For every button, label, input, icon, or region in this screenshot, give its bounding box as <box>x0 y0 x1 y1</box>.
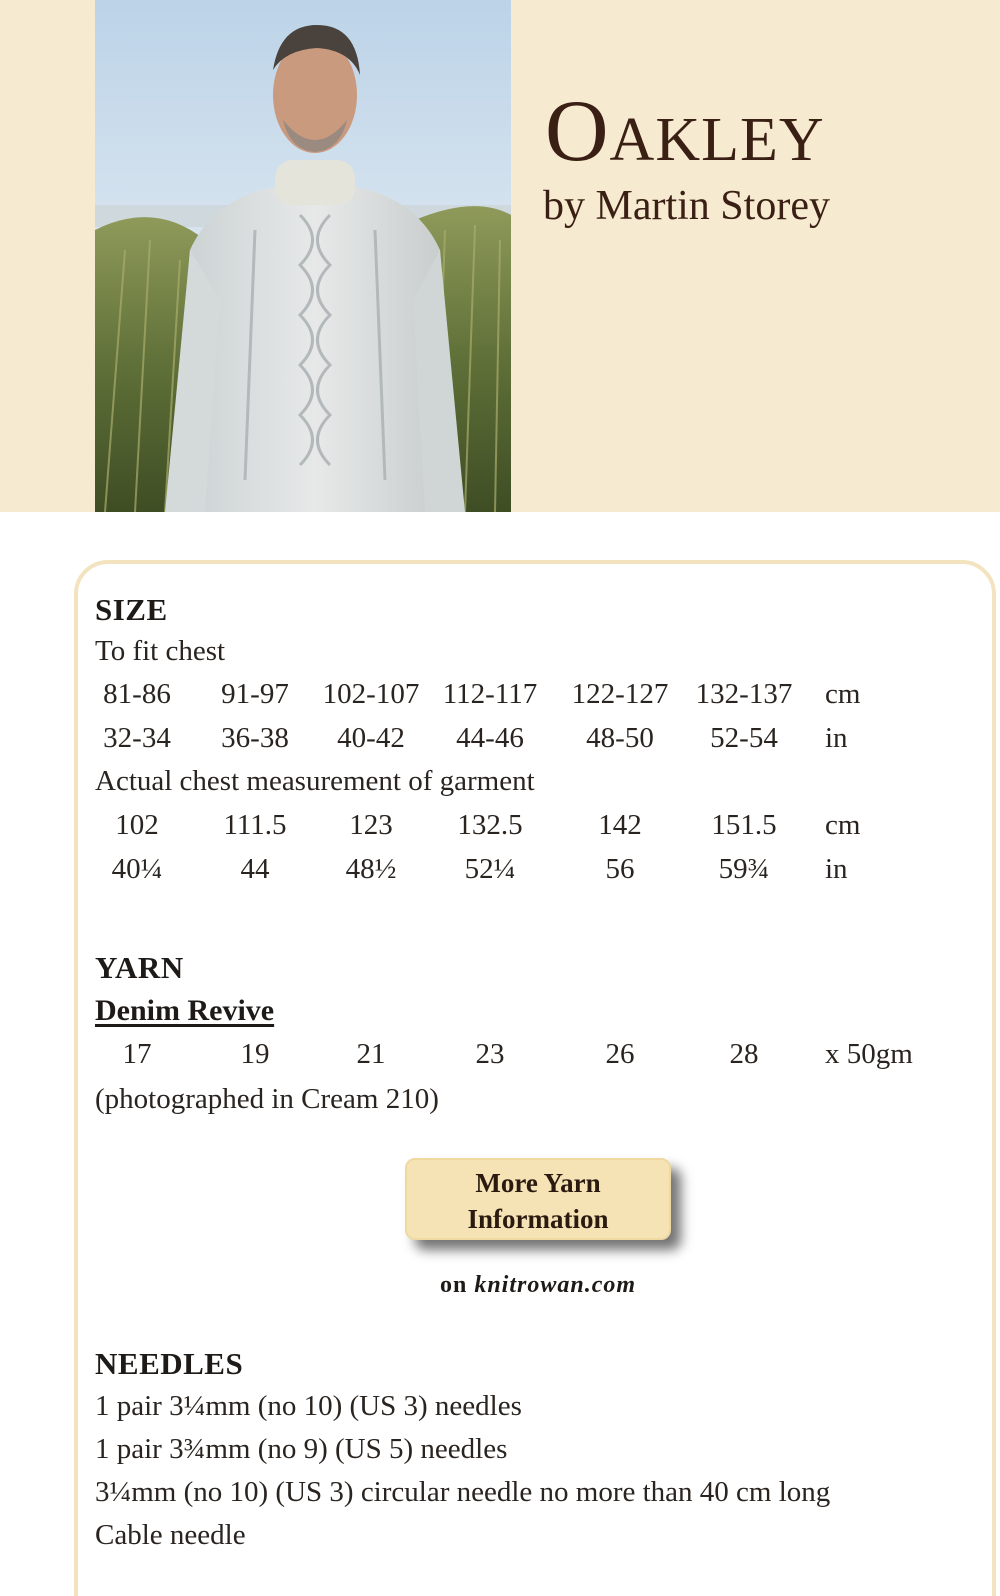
unit-label: cm <box>825 678 861 710</box>
size-cell: 48½ <box>345 853 397 885</box>
unit-label: cm <box>825 809 861 841</box>
size-cell: 142 <box>598 809 642 841</box>
size-cell: 132.5 <box>457 809 523 841</box>
size-cell: 36-38 <box>221 722 289 754</box>
yarn-heading: YARN <box>95 950 184 985</box>
size-cell: 59¾ <box>718 853 770 885</box>
unit-label: in <box>825 722 848 754</box>
website-link[interactable]: knitrowan.com <box>474 1272 637 1298</box>
size-cell: 91-97 <box>221 678 289 710</box>
size-cell: 48-50 <box>586 722 654 754</box>
yarn-quantity-cell: 21 <box>356 1038 386 1070</box>
needle-item: 1 pair 3¼mm (no 10) (US 3) needles <box>95 1390 522 1422</box>
pattern-title: Oakley <box>545 83 825 180</box>
yarn-colour-note: (photographed in Cream 210) <box>95 1083 439 1115</box>
yarn-name: Denim Revive <box>95 994 275 1027</box>
size-cell: 102-107 <box>322 678 420 710</box>
more-yarn-info-button[interactable] <box>405 1158 671 1240</box>
needle-item: 3¼mm (no 10) (US 3) circular needle no more than 40 cm long <box>95 1476 831 1508</box>
website-note <box>0 1272 1000 1299</box>
size-cell: 112-117 <box>442 678 538 710</box>
size-cell: 102 <box>115 809 159 841</box>
size-cell: 132-137 <box>695 678 793 710</box>
unit-label: x 50gm <box>825 1038 913 1070</box>
yarn-quantity-cell: 26 <box>605 1038 635 1070</box>
size-cell: 81-86 <box>103 678 171 710</box>
unit-label: in <box>825 853 848 885</box>
size-cell: 44 <box>240 853 270 885</box>
size-cell: 123 <box>349 809 393 841</box>
size-cell: 40-42 <box>337 722 405 754</box>
button-label-line2: Information <box>467 1204 609 1234</box>
actual-chest-label: Actual chest measurement of garment <box>95 765 535 797</box>
needle-item: 1 pair 3¾mm (no 9) (US 5) needles <box>95 1433 508 1465</box>
size-heading: SIZE <box>95 592 168 627</box>
needles-heading: NEEDLES <box>95 1346 244 1381</box>
designer-byline: by Martin Storey <box>543 183 830 229</box>
needle-item: Cable needle <box>95 1519 246 1551</box>
size-cell: 122-127 <box>571 678 669 710</box>
size-cell: 151.5 <box>711 809 777 841</box>
yarn-quantity-cell: 19 <box>240 1038 270 1070</box>
size-cell: 111.5 <box>223 809 287 841</box>
size-cell: 44-46 <box>456 722 524 754</box>
yarn-quantity-cell: 23 <box>475 1038 505 1070</box>
size-cell: 56 <box>605 853 635 885</box>
model-photo <box>95 0 511 512</box>
size-cell: 32-34 <box>103 722 171 754</box>
on-label: on <box>439 1272 468 1298</box>
size-cell: 52-54 <box>710 722 778 754</box>
yarn-quantity-cell: 17 <box>122 1038 152 1070</box>
yarn-quantity-cell: 28 <box>729 1038 759 1070</box>
button-label-line1: More Yarn <box>475 1168 601 1198</box>
size-cell: 52¼ <box>464 853 516 885</box>
size-cell: 40¼ <box>111 853 163 885</box>
to-fit-chest-label: To fit chest <box>95 635 226 667</box>
